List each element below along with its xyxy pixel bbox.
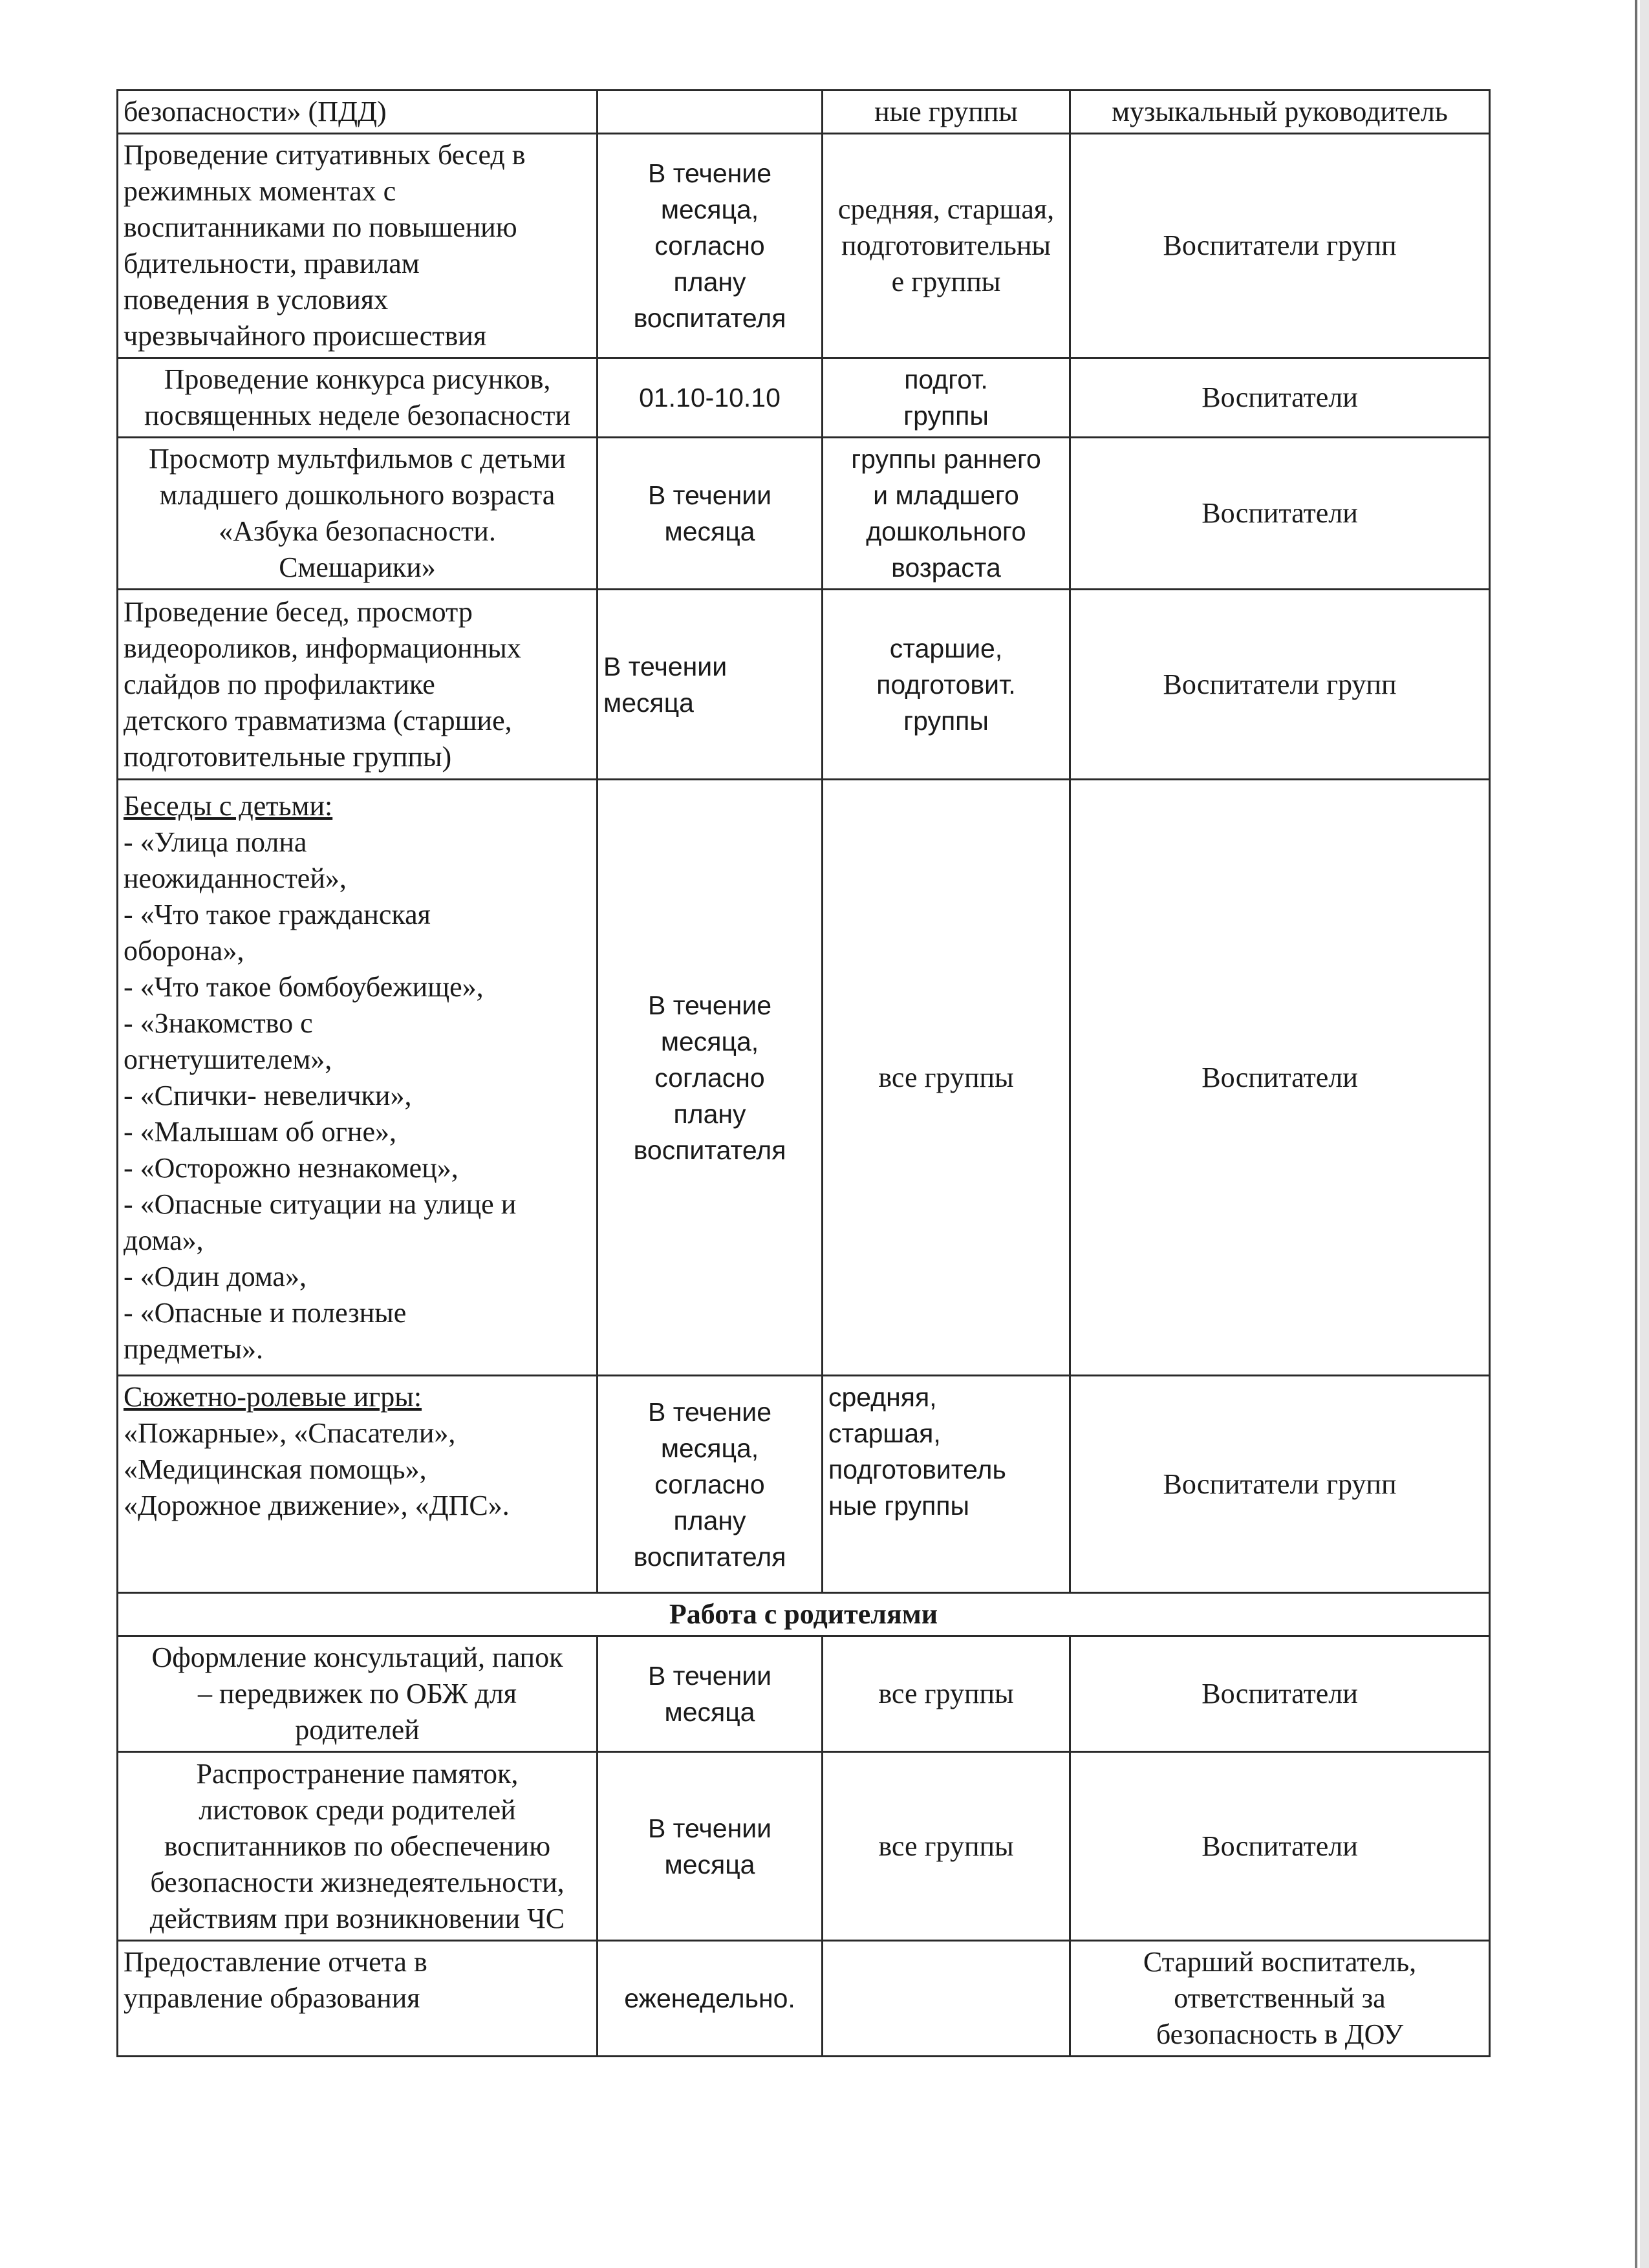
cell-text: «Пожарные», «Спасатели»,	[124, 1417, 456, 1449]
cell-text: «Медицинская помощь»,	[124, 1453, 427, 1485]
table-row	[118, 1752, 1490, 1941]
cell-text: ные группы	[828, 1491, 969, 1521]
term-cell	[598, 590, 823, 780]
cell-text: ответственный за	[1174, 1982, 1386, 2014]
event-cell	[118, 1636, 598, 1752]
scan-edge-line	[1635, 0, 1637, 2268]
responsible-cell	[1070, 134, 1490, 358]
cell-text: - «Улица полна	[124, 826, 307, 858]
cell-text: группы раннего	[851, 444, 1041, 474]
cell-text: и младшего	[873, 480, 1019, 510]
groups-cell	[823, 1636, 1070, 1752]
cell-text: - «Опасные ситуации на улице и	[124, 1188, 517, 1220]
responsible-cell	[1070, 780, 1490, 1376]
term-cell	[598, 1376, 823, 1593]
cell-text: листовок среди родителей	[199, 1793, 516, 1826]
section-row	[118, 1593, 1490, 1636]
cell-text: Воспитатели	[1202, 497, 1358, 529]
cell-text: Просмотр мультфильмов с детьми	[149, 443, 566, 475]
section-title: Работа с родителями	[118, 1593, 1490, 1636]
cell-text: подготовитель	[828, 1455, 1006, 1484]
cell-text: воспитателя	[633, 303, 786, 333]
cell-text: видеороликов, информационных	[124, 632, 521, 664]
cell-text: группы	[903, 401, 989, 431]
cell-text: воспитателя	[633, 1135, 786, 1165]
cell-text: дома»,	[124, 1224, 204, 1256]
cell-text: оборона»,	[124, 934, 244, 967]
cell-text: подготовительны	[841, 230, 1051, 261]
cell-text: Воспитатели групп	[1163, 1468, 1397, 1500]
cell-text: Воспитатели групп	[1163, 668, 1397, 700]
responsible-cell	[1070, 1941, 1490, 2057]
cell-text: Проведение бесед, просмотр	[124, 595, 473, 628]
event-cell	[118, 1752, 598, 1941]
cell-text: слайдов по профилактике	[124, 668, 435, 700]
cell-text: - «Что такое бомбоубежище»,	[124, 970, 484, 1003]
table-row	[118, 590, 1490, 780]
cell-text: - «Малышам об огне»,	[124, 1115, 396, 1148]
cell-text: подгот.	[904, 365, 988, 394]
event-cell	[118, 590, 598, 780]
cell-text: безопасности» (ПДД)	[124, 96, 387, 127]
term-cell	[598, 1636, 823, 1752]
cell-text: еженедельно.	[624, 1984, 795, 2013]
cell-text: В течении	[647, 1813, 772, 1843]
cell-text: В течение	[647, 990, 771, 1020]
responsible-cell	[1070, 91, 1490, 134]
cell-text: музыкальный руководитель	[1112, 96, 1448, 127]
cell-text: детского травматизма (старшие,	[124, 704, 512, 736]
groups-cell	[823, 134, 1070, 358]
cell-text: Предоставление отчета в	[124, 1946, 427, 1978]
cell-text: бдительности, правилам	[124, 248, 420, 279]
cell-text: старшая,	[828, 1418, 941, 1448]
event-cell	[118, 1376, 598, 1593]
cell-text: группы	[903, 705, 989, 736]
term-cell	[598, 91, 823, 134]
groups-cell	[823, 91, 1070, 134]
table-row	[118, 91, 1490, 134]
cell-heading: Беседы с детьми:	[124, 789, 333, 822]
groups-cell	[823, 780, 1070, 1376]
cell-text: плану	[673, 267, 746, 297]
cell-text: родителей	[295, 1714, 420, 1746]
groups-cell	[823, 358, 1070, 438]
cell-text: неожиданностей»,	[124, 862, 347, 894]
cell-text: месяца,	[660, 1026, 759, 1056]
cell-text: Оформление консультаций, папок	[151, 1642, 563, 1673]
event-cell	[118, 91, 598, 134]
cell-text: месяца	[664, 517, 755, 546]
cell-heading: Сюжетно-ролевые игры:	[124, 1381, 422, 1413]
cell-text: месяца	[603, 687, 694, 718]
cell-text: дошкольного	[866, 517, 1026, 546]
term-cell	[598, 358, 823, 438]
event-cell	[118, 358, 598, 438]
cell-text: чрезвычайного происшествия	[124, 320, 487, 352]
cell-text: Воспитатели групп	[1163, 230, 1397, 261]
cell-text: месяца	[664, 1697, 755, 1727]
term-cell	[598, 438, 823, 590]
groups-cell	[823, 1941, 1070, 2057]
responsible-cell	[1070, 1636, 1490, 1752]
cell-text: подготовительные группы)	[124, 740, 452, 773]
events-table	[116, 89, 1491, 2057]
term-cell	[598, 1752, 823, 1941]
cell-text: - «Осторожно незнакомец»,	[124, 1151, 458, 1184]
table-row	[118, 438, 1490, 590]
cell-text: Воспитатели	[1202, 1678, 1358, 1709]
cell-text: месяца	[664, 1849, 755, 1879]
cell-text: месяца,	[660, 1433, 759, 1463]
cell-text: безопасность в ДОУ	[1156, 2018, 1404, 2050]
event-cell	[118, 780, 598, 1376]
groups-cell	[823, 1752, 1070, 1941]
table-row	[118, 134, 1490, 358]
cell-text: средняя,	[828, 1382, 937, 1412]
cell-text: средняя, старшая,	[837, 193, 1055, 225]
cell-text: воспитателя	[633, 1541, 786, 1572]
cell-text: все группы	[878, 1678, 1014, 1709]
cell-text: - «Опасные и полезные	[124, 1296, 407, 1329]
cell-text: Воспитатели	[1202, 381, 1358, 413]
groups-cell	[823, 438, 1070, 590]
cell-text: 01.10-10.10	[639, 383, 781, 412]
cell-text: все группы	[878, 1830, 1014, 1862]
table-row	[118, 1941, 1490, 2057]
cell-text: согласно	[654, 1469, 765, 1499]
cell-text: все группы	[878, 1061, 1014, 1093]
cell-text: «Азбука безопасности.	[219, 515, 496, 547]
cell-text: Проведение конкурса рисунков,	[164, 363, 551, 395]
cell-text: посвященных неделе безопасности	[144, 400, 571, 431]
responsible-cell	[1070, 358, 1490, 438]
cell-text: возраста	[891, 553, 1001, 583]
event-cell	[118, 134, 598, 358]
cell-text: В течение	[647, 1396, 771, 1427]
cell-text: Распространение памяток,	[196, 1757, 519, 1790]
cell-text: старшие,	[889, 633, 1003, 663]
table-row	[118, 358, 1490, 438]
scan-edge-shadow	[1640, 0, 1649, 2268]
cell-text: В течении	[647, 1661, 772, 1691]
cell-text: Смешарики»	[279, 551, 436, 583]
cell-text: - «Знакомство с	[124, 1007, 313, 1039]
cell-text: воспитанниками по повышению	[124, 211, 517, 243]
cell-text: режимных моментах с	[124, 175, 396, 207]
cell-text: В течении	[647, 480, 772, 510]
cell-text: Воспитатели	[1202, 1061, 1358, 1093]
term-cell	[598, 1941, 823, 2057]
responsible-cell	[1070, 1376, 1490, 1593]
cell-text: поведения в условиях	[124, 284, 389, 316]
cell-text: огнетушителем»,	[124, 1043, 332, 1075]
cell-text: управление образования	[124, 1982, 420, 2014]
cell-text: подготовит.	[876, 669, 1016, 700]
cell-text: предметы».	[124, 1332, 264, 1365]
cell-text: Воспитатели	[1202, 1830, 1358, 1862]
event-cell	[118, 1941, 598, 2057]
cell-text: плану	[673, 1505, 746, 1535]
term-cell	[598, 780, 823, 1376]
cell-text: Старший воспитатель,	[1143, 1946, 1417, 1978]
table-row	[118, 1636, 1490, 1752]
responsible-cell	[1070, 438, 1490, 590]
cell-text: месяца, согласно	[654, 195, 765, 261]
event-cell	[118, 438, 598, 590]
cell-text: - «Один дома»,	[124, 1260, 307, 1292]
cell-text: В течение	[647, 158, 771, 188]
cell-text: В течении	[603, 651, 727, 681]
term-cell	[598, 134, 823, 358]
cell-text: безопасности жизнедеятельности,	[150, 1866, 565, 1898]
responsible-cell	[1070, 590, 1490, 780]
cell-text: согласно	[654, 1062, 765, 1093]
cell-text: - «Спички- невелички»,	[124, 1079, 412, 1111]
cell-text: действиям при возникновении ЧС	[149, 1902, 565, 1934]
cell-text: – передвижек по ОБЖ для	[198, 1678, 517, 1709]
cell-text: младшего дошкольного возраста	[159, 479, 555, 511]
cell-text: ные группы	[874, 96, 1018, 127]
cell-text: е группы	[891, 266, 1001, 297]
table-row	[118, 1376, 1490, 1593]
cell-text: Проведение ситуативных бесед в	[124, 139, 526, 171]
cell-text: - «Что такое гражданская	[124, 898, 431, 930]
cell-text: воспитанников по обеспечению	[164, 1830, 551, 1862]
table-row	[118, 780, 1490, 1376]
responsible-cell	[1070, 1752, 1490, 1941]
groups-cell	[823, 1376, 1070, 1593]
groups-cell	[823, 590, 1070, 780]
cell-text: плану	[673, 1098, 746, 1129]
cell-text: «Дорожное движение», «ДПС».	[124, 1490, 510, 1521]
